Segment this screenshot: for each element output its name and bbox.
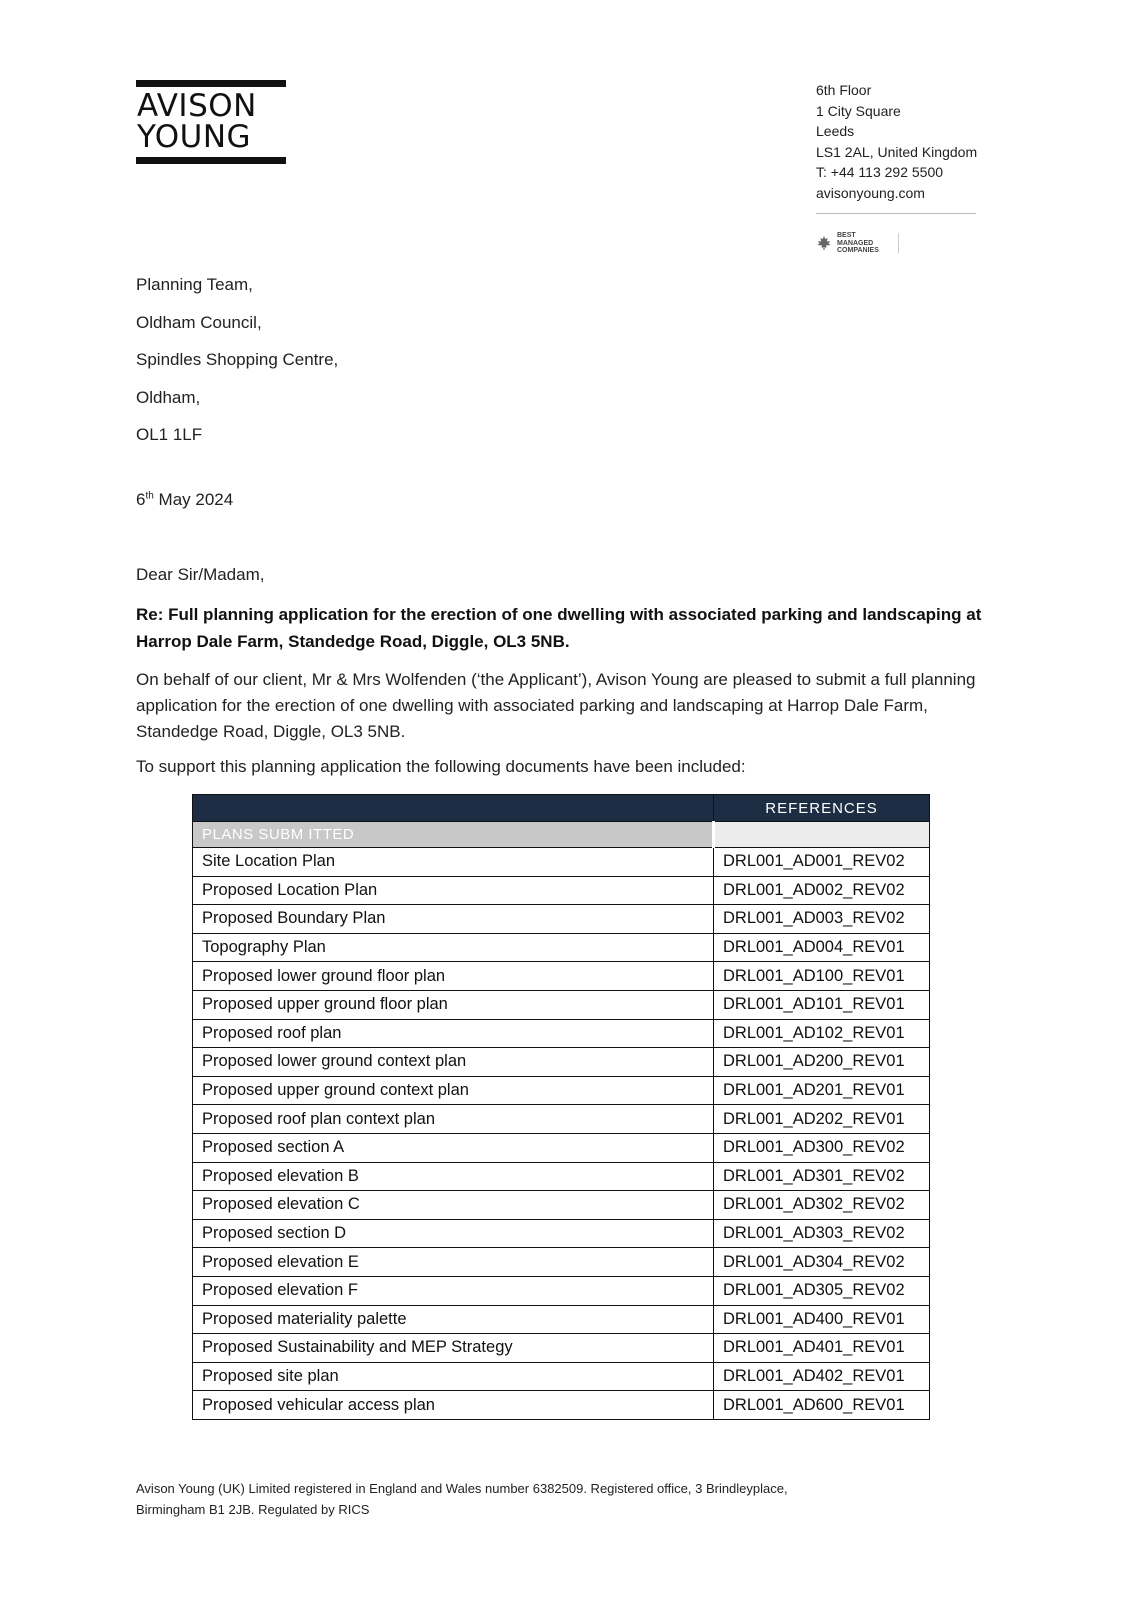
table-row [193, 1248, 930, 1277]
document-name-cell: Proposed Location Plan [193, 876, 714, 905]
document-reference-cell: DRL001_AD201_REV01 [714, 1076, 930, 1105]
document-reference-cell: DRL001_AD003_REV02 [714, 905, 930, 934]
document-name-cell: Proposed elevation C [193, 1191, 714, 1220]
table-row [193, 933, 930, 962]
document-name-cell: Proposed roof plan [193, 1019, 714, 1048]
document-name-cell: Proposed elevation E [193, 1248, 714, 1277]
document-reference-cell: DRL001_AD401_REV01 [714, 1334, 930, 1363]
document-name-cell: Proposed lower ground floor plan [193, 962, 714, 991]
table-row [193, 1276, 930, 1305]
recipient-line: OL1 1LF [136, 425, 203, 444]
table-row [193, 1076, 930, 1105]
logo-top-bar [136, 80, 286, 87]
document-reference-cell: DRL001_AD004_REV01 [714, 933, 930, 962]
table-header-row [193, 795, 930, 822]
recipient-line: Planning Team, [136, 275, 253, 294]
recipient-line: Oldham Council, [136, 312, 262, 332]
document-reference-cell: DRL001_AD303_REV02 [714, 1219, 930, 1248]
address-line: 1 City Square [816, 102, 901, 119]
documents-table [192, 794, 930, 1420]
badge-line: MANAGED [837, 239, 874, 247]
address-phone: T: +44 113 292 5500 [816, 164, 944, 180]
table-row [193, 1191, 930, 1220]
document-reference-cell: DRL001_AD101_REV01 [714, 990, 930, 1019]
letter-date [136, 490, 233, 510]
document-name-cell: Proposed elevation B [193, 1162, 714, 1191]
document-reference-cell: DRL001_AD202_REV01 [714, 1105, 930, 1134]
document-name-cell: Proposed elevation F [193, 1276, 714, 1305]
table-row [193, 1162, 930, 1191]
document-name-cell: Proposed section D [193, 1219, 714, 1248]
section-blank-cell [714, 822, 930, 848]
document-reference-cell: DRL001_AD300_REV02 [714, 1133, 930, 1162]
date-day: 6 [136, 490, 146, 509]
badge-separator [898, 233, 899, 253]
document-name-cell: Proposed site plan [193, 1362, 714, 1391]
address-line: LS1 2AL, United Kingdom [816, 143, 978, 160]
header-references: REFERENCES [714, 795, 930, 822]
recipient-line: Spindles Shopping Centre, [136, 350, 339, 369]
document-reference-cell: DRL001_AD304_REV02 [714, 1248, 930, 1277]
document-name-cell: Proposed vehicular access plan [193, 1391, 714, 1420]
table-row [193, 1391, 930, 1420]
badge-text [837, 232, 879, 255]
avison-young-logo [136, 80, 286, 164]
address-line: Leeds [816, 123, 855, 139]
salutation: Dear Sir/Madam, [136, 565, 265, 584]
document-name-cell: Proposed section A [193, 1133, 714, 1162]
date-rest: May 2024 [153, 490, 234, 509]
document-reference-cell: DRL001_AD302_REV02 [714, 1191, 930, 1220]
address-line: 6th Floor [816, 82, 872, 98]
sender-address [816, 80, 977, 203]
document-name-cell: Site Location Plan [193, 848, 714, 877]
address-website: avisonyoung.com [816, 184, 925, 201]
document-reference-cell: DRL001_AD102_REV01 [714, 1019, 930, 1048]
document-name-cell: Proposed upper ground context plan [193, 1076, 714, 1105]
document-reference-cell: DRL001_AD002_REV02 [714, 876, 930, 905]
table-row [193, 1362, 930, 1391]
documents-intro: To support this planning application the following documents have been included: [136, 757, 746, 776]
logo-bottom-bar [136, 157, 286, 164]
document-name-cell: Proposed upper ground floor plan [193, 990, 714, 1019]
table-row [193, 962, 930, 991]
document-reference-cell: DRL001_AD402_REV01 [714, 1362, 930, 1391]
document-name-cell: Proposed Sustainability and MEP Strategy [193, 1334, 714, 1363]
document-reference-cell: DRL001_AD305_REV02 [714, 1276, 930, 1305]
footer-line: Birmingham B1 2JB. Regulated by RICS [136, 1501, 370, 1517]
company-footer [136, 1479, 956, 1520]
table-row [193, 1133, 930, 1162]
body-paragraph: On behalf of our client, Mr & Mrs Wolfenden (‘the Applicant’), Avison Young are pleased to submit a full planning application for the erection of one dwelling with associated parking and landscaping at Harrop Dale Farm, Standedge Road, Diggle, OL3 5NB. [136, 670, 976, 741]
maple-leaf-icon [816, 235, 832, 251]
table-row [193, 1305, 930, 1334]
badge-line: COMPANIES [837, 247, 879, 254]
document-name-cell: Proposed lower ground context plan [193, 1048, 714, 1077]
document-reference-cell: DRL001_AD301_REV02 [714, 1162, 930, 1191]
document-name-cell: Proposed materiality palette [193, 1305, 714, 1334]
document-reference-cell: DRL001_AD600_REV01 [714, 1391, 930, 1420]
document-name-cell: Proposed Boundary Plan [193, 905, 714, 934]
recipient-line: Oldham, [136, 387, 201, 407]
date-suffix: th [145, 490, 154, 502]
table-row [193, 905, 930, 934]
document-name-cell: Proposed roof plan context plan [193, 1105, 714, 1134]
table-row [193, 1219, 930, 1248]
document-reference-cell: DRL001_AD200_REV01 [714, 1048, 930, 1077]
address-divider [816, 213, 976, 214]
logo-word-young: YOUNG [137, 119, 252, 155]
table-row [193, 1048, 930, 1077]
badge-line: BEST [837, 232, 856, 239]
table-row [193, 876, 930, 905]
document-reference-cell: DRL001_AD100_REV01 [714, 962, 930, 991]
document-reference-cell: DRL001_AD400_REV01 [714, 1305, 930, 1334]
table-row [193, 848, 930, 877]
footer-line: Avison Young (UK) Limited registered in England and Wales number 6382509. Registered office, 3 Brindleyplace, [136, 1481, 788, 1496]
recipient-address [136, 266, 338, 454]
subject-line: Re: Full planning application for the erection of one dwelling with associated parking and landscaping at Harrop Dale Farm, Standedge Road, Diggle, OL3 5NB. [136, 605, 982, 651]
document-reference-cell: DRL001_AD001_REV02 [714, 848, 930, 877]
table-row [193, 990, 930, 1019]
table-row [193, 1334, 930, 1363]
table-row [193, 1019, 930, 1048]
logo-word-avison: AVISON [137, 88, 257, 124]
header-blank-cell [193, 795, 714, 822]
table-row [193, 1105, 930, 1134]
section-plans-submitted: PLANS SUBM ITTED [193, 822, 714, 848]
document-name-cell: Topography Plan [193, 933, 714, 962]
best-managed-companies-badge [816, 232, 899, 255]
table-section-row [193, 822, 930, 848]
